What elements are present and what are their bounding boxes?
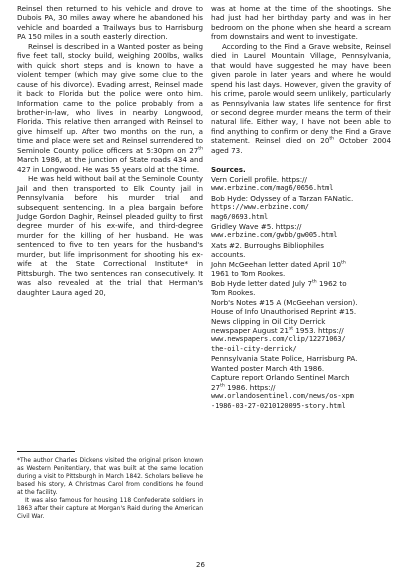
source-text: Wanted poster March 4th 1986. (211, 363, 325, 373)
superscript: st (288, 326, 294, 332)
source-text: https://www.erbzine.com/ (211, 203, 309, 212)
paragraph (17, 42, 203, 174)
superscript: th (198, 146, 203, 152)
source-line (211, 354, 391, 363)
sources-list (211, 175, 391, 411)
source-text: 1962 to (316, 278, 347, 288)
source-line (211, 298, 391, 307)
source-line (211, 288, 391, 297)
superscript: th (220, 383, 225, 389)
source-text: Norb's Notes #15 A (McGeehan version). (211, 297, 358, 307)
source-line (211, 335, 391, 344)
source-text: Vern Coriell profile. https:// (211, 174, 307, 184)
source-line (211, 213, 391, 222)
source-text: mag6/0693.html (211, 212, 269, 221)
left-column (17, 4, 203, 297)
source-text: 1961 to Tom Rookes. (211, 269, 286, 279)
footnote-divider (17, 451, 75, 452)
source-text: Pennsylvania State Police, Harrisburg PA. (211, 354, 358, 364)
source-line (211, 269, 391, 278)
source-line (211, 194, 391, 203)
source-line (211, 250, 391, 259)
superscript: th (312, 279, 317, 285)
source-text: John McGeehan letter dated April 10 (211, 259, 342, 269)
source-text: News clipping in Oil City Derrick (211, 316, 326, 326)
paragraph: was at home at the time of the shootings. She had just had her birthday party and was in her bedroom on the phone when she heard a scream from downstairs and went to investigate. (211, 4, 391, 42)
source-text: Bob Hyde: Odyssey of a Tarzan FANatic. (211, 193, 354, 203)
source-line (211, 222, 391, 231)
source-text: newspaper August 21 (211, 325, 289, 335)
source-line (211, 307, 391, 316)
source-line (211, 231, 391, 240)
superscript: th (329, 136, 335, 142)
source-text: Bob Hyde letter dated July 7 (211, 278, 312, 288)
source-text: www.orlandosentinel.com/news/os-xpm (211, 392, 354, 401)
paragraph-text: October 2004 aged 73. (211, 136, 391, 155)
source-line (211, 241, 391, 250)
page-number: 26 (196, 561, 205, 569)
source-line (211, 260, 391, 269)
sources-heading: Sources. (211, 165, 246, 175)
source-line (211, 392, 391, 401)
paragraph: Reinsel then returned to his vehicle and drove to Dubois PA, 30 miles away where he abandoned his vehicle and boarded a Trailways bus to Harrisburg PA 150 miles in a south easterly direction. (17, 4, 203, 42)
source-line (211, 326, 391, 335)
source-text: www.newspapers.com/clip/12271063/ (211, 335, 346, 344)
source-text: Capture report Orlando Sentinel March (211, 373, 350, 383)
source-line (211, 203, 391, 212)
right-column (211, 4, 391, 411)
paragraph-text: According to the Find a Grave website, Reinsel died in Laurel Mountain Village, Pennsylvania, that would have suggested he may have been given parole in later years and where he would spend his last days. However, given the gravity of his crime, parole would seem unlikely, particularly as Pennsylvania law states life sentence for first or second degree murder means the term of their natural life. Either way, I have not been able to find anything to confirm or deny the Find a Grave statement. Reinsel died on 20 (211, 41, 391, 146)
footnote-paragraph: It was also famous for housing 118 Confederate soldiers in 1863 after their capture at Morgan's Raid during the American Civil War. (17, 497, 203, 520)
source-text: 1953. https:// (293, 325, 344, 335)
paragraph (211, 42, 391, 155)
source-text: www.erbzine.com/mag6/0656.html (211, 184, 334, 193)
source-line (211, 364, 391, 373)
source-line (211, 373, 391, 382)
source-line (211, 402, 391, 411)
source-text: the-oil-city-derrick/ (211, 344, 297, 353)
source-line (211, 317, 391, 326)
source-line (211, 175, 391, 184)
source-line (211, 184, 391, 193)
source-text: -1986-03-27-0210120095-story.html (211, 401, 346, 410)
paragraph-text: Reinsel is described in a Wanted poster as being five feet tall, stocky build, weighing 200lbs, walks with quick short steps and is known to have a violent temper (which may give some clue to the cause of his divorce). Evading arrest, Reinsel made it back to Florida but the police were onto him. Information came to the police probably from a brother-in-law, who lives in nearby Longwood, Florida. This relative then arranged with Reinsel to give himself up. After two months on the run, a time and place were set and Reinsel surrendered to Seminole County police officers at 5:30pm on 27 (17, 41, 203, 155)
paragraph-text: March 1986, at the junction of State roads 434 and 427 in Longwood. He was 55 years old at the time. (17, 155, 203, 174)
footnote (17, 457, 203, 521)
source-text: 1986. https:// (224, 382, 276, 392)
paragraph: He was held without bail at the Seminole County Jail and then transported to Elk County jail in Pennsylvania before his murder trial and subsequent sentencing. In a plea bargain before Judge Gordon Daghir, Reinsel pleaded guilty to first degree murder of his ex-wife, and third-degree murder for the killing of her husband. He was sentenced to five to ten years for the husband's murder, but life imprisonment for shooting his ex-wife at the State Correctional Institute* in Pittsburgh. The two sentences ran consecutively. It was also revealed at the trial that Herman's daughter Laura aged 20, (17, 174, 203, 297)
superscript: th (341, 260, 346, 266)
source-line (211, 345, 391, 354)
footnote-paragraph: *The author Charles Dickens visited the original prison known as Western Penitentiary, that was built at the same location during a visit to Pittsburgh in March 1842. Scholars believe he based his story, A Christmas Carol from conditions he found at the facility. (17, 457, 203, 496)
source-text: www.erbzine.com/gwbb/gw005.html (211, 231, 338, 240)
source-line (211, 383, 391, 392)
source-text: Xats #2. Burroughs Bibliophiles (211, 240, 324, 250)
source-text: Gridley Wave #5. https:// (211, 221, 302, 231)
source-text: Tom Rookes. (211, 288, 256, 298)
source-text: 27 (211, 382, 221, 392)
source-text: House of Info Unauthorised Reprint #15. (211, 307, 357, 317)
source-line (211, 279, 391, 288)
source-text: accounts. (211, 250, 246, 260)
